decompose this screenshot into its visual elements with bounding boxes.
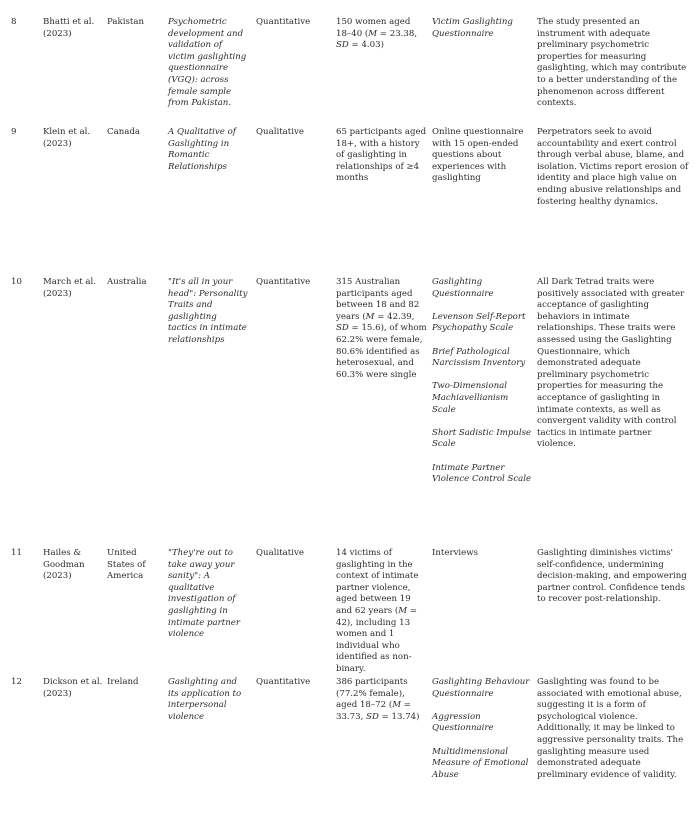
participants-cell: 315 Australian participants aged between 18 and 82 years (M = 42.39, SD = 15.6), of whom 62.2% were female, 80.6% identified as heterosexual, and 60.3% were single xyxy=(336,277,427,380)
row-number: 10 xyxy=(11,277,22,287)
measure-item: Aggression Questionnaire xyxy=(432,711,494,734)
measure-item: Short Sadistic Impulse Scale xyxy=(432,427,532,450)
findings-cell: Gaslighting was found to be associated with emotional abuse, suggesting it is a form of psychological violence. Additionally, it may be linked to aggressive personality traits. The gaslighting measure used demonstrated adequate preliminary evidence of validity. xyxy=(537,677,684,780)
participants-cell: 150 women aged 18–40 (M = 23.38, SD = 4.03) xyxy=(336,17,418,51)
findings-cell: The study presented an instrument with adequate preliminary psychometric properties for measuring gaslighting, which may contribute to a better understanding of the phenomenon across different contexts. xyxy=(537,17,687,109)
country-cell: Pakistan xyxy=(107,17,144,27)
design-cell: Quantitative xyxy=(256,277,311,287)
measure-item: Levenson Self-Report Psychopathy Scale xyxy=(432,311,526,334)
title-cell: A Qualitative of Gaslighting in Romantic Relationships xyxy=(168,127,236,172)
author-cell: Hailes & Goodman (2023) xyxy=(43,548,85,582)
measure-item: Victim Gaslighting Questionnaire xyxy=(432,17,513,39)
measure-item: Multidimensional Measure of Emotional Abuse xyxy=(432,746,529,780)
measure-item: Two-Dimensional Machiavellianism Scale xyxy=(432,381,509,415)
country-cell: Australia xyxy=(107,277,147,287)
row-number: 9 xyxy=(11,127,17,137)
country-cell: Canada xyxy=(107,127,140,137)
findings-cell: Perpetrators seek to avoid accountability and exert control through verbal abuse, blame, and isolation. Victims report erosion of identity and place high value on ending abusive relationships and fostering healthy dynamics. xyxy=(537,127,689,207)
measure-item: Gaslighting Questionnaire xyxy=(432,277,494,299)
measure-item: Intimate Partner Violence Control Scale xyxy=(432,462,532,485)
measures-cell: Online questionnaire with 15 open-ended questions about experiences with gaslighting xyxy=(432,127,524,184)
country-cell: United States of America xyxy=(107,548,146,582)
participants-cell: 386 participants (77.2% female), aged 18–72 (M = 33.73, SD = 13.74) xyxy=(336,677,420,722)
design-cell: Quantitative xyxy=(256,17,311,27)
measure-item: Brief Pathological Narcissism Inventory xyxy=(432,346,526,369)
participants-cell: 14 victims of gaslighting in the context of intimate partner violence, aged between 19 and 62 years (M = 42), including 13 women and 1 individual who identified as non-binary. xyxy=(336,548,419,674)
row-number: 11 xyxy=(11,548,22,558)
title-cell: "They're out to take away your sanity": A qualitative investigation of gaslighting in intimate partner violence xyxy=(168,548,240,640)
participants-cell: 65 participants aged 18+, with a history of gaslighting in relationships of ≥4 months xyxy=(336,127,427,184)
measures-cell xyxy=(432,677,532,781)
measures-cell: Interviews xyxy=(432,548,479,558)
measures-cell xyxy=(432,17,532,40)
author-cell: Bhatti et al. (2023) xyxy=(43,17,95,39)
row-number: 12 xyxy=(11,677,22,687)
title-cell: "It's all in your head": Personality Traits and gaslighting tactics in intimate relationships xyxy=(168,277,248,345)
design-cell: Qualitative xyxy=(256,127,304,137)
author-cell: Dickson et al. (2023) xyxy=(43,677,103,699)
author-cell: Klein et al. (2023) xyxy=(43,127,91,149)
measure-item: Gaslighting Behaviour Questionnaire xyxy=(432,677,530,699)
title-cell: Psychometric development and validation of victim gaslighting questionnaire (VGQ): across female sample from Pakistan. xyxy=(168,17,247,109)
findings-cell: Gaslighting diminishes victims' self-confidence, undermining decision-making, and empowering partner control. Confidence tends to recover post-relationship. xyxy=(537,548,687,605)
findings-cell: All Dark Tetrad traits were positively associated with greater acceptance of gaslighting behaviors in intimate relationships. These traits were assessed using the Gaslighting Questionnaire, which demonstrated adequate preliminary psychometric properties for measuring the acceptance of gaslighting in intimate contexts, as well as convergent validity with control tactics in intimate partner violence. xyxy=(537,277,685,450)
country-cell: Ireland xyxy=(107,677,139,687)
row-number: 8 xyxy=(11,17,17,27)
measures-cell xyxy=(432,277,532,486)
author-cell: March et al. (2023) xyxy=(43,277,96,299)
title-cell: Gaslighting and its application to interpersonal violence xyxy=(168,677,242,722)
design-cell: Qualitative xyxy=(256,548,304,558)
design-cell: Quantitative xyxy=(256,677,311,687)
